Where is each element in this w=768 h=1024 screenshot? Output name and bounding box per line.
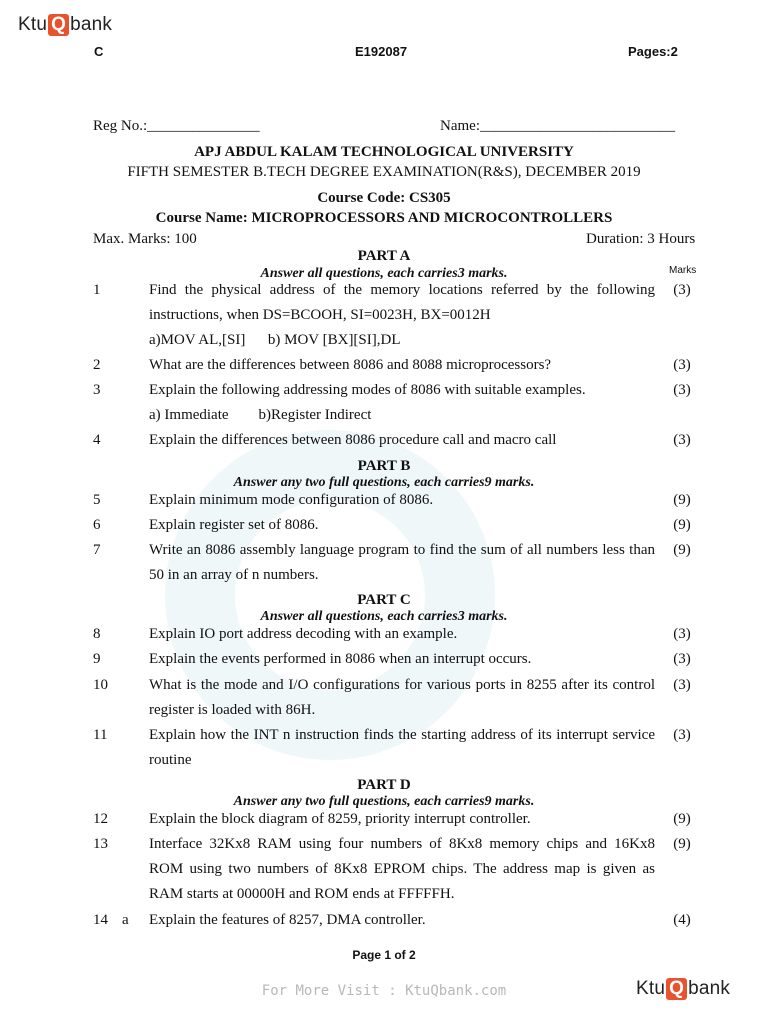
- question-number: 14: [93, 912, 108, 928]
- question-text: What is the mode and I/O configurations for various ports in 8255 after its control register is loaded with 86H.: [149, 677, 655, 718]
- question-text: Explain how the INT n instruction finds the starting address of its interrupt service routine: [149, 727, 655, 768]
- page-number: Page 1 of 2: [352, 948, 416, 962]
- visit-footer-text: For More Visit : KtuQbank.com: [261, 983, 507, 999]
- part-b-instruction: Answer any two full questions, each carries9 marks.: [233, 475, 535, 490]
- question-marks: (3): [673, 626, 691, 642]
- question-marks: (3): [673, 727, 691, 743]
- question-number: 8: [93, 626, 101, 642]
- part-c-heading: PART C: [357, 592, 411, 608]
- university-title: APJ ABDUL KALAM TECHNOLOGICAL UNIVERSITY: [194, 144, 574, 160]
- logo-q-mark: Q: [666, 978, 687, 1000]
- course-name: Course Name: MICROPROCESSORS AND MICROCONTROLLERS: [155, 210, 613, 226]
- question-marks: (9): [673, 811, 691, 827]
- paper-code: E192087: [355, 44, 408, 59]
- ktuqbank-footer-logo: [636, 978, 730, 1000]
- question-number: 2: [93, 357, 101, 373]
- marks-column-label: Marks: [669, 265, 697, 276]
- name-field: Name:__________________________: [440, 118, 675, 134]
- question-number: 10: [93, 677, 108, 693]
- logo-text-ktu: Ktu: [18, 14, 48, 35]
- part-d-instruction: Answer any two full questions, each carries9 marks.: [233, 794, 535, 809]
- question-number: 12: [93, 811, 108, 827]
- question-marks: (3): [673, 382, 691, 398]
- question-text: Find the physical address of the memory locations referred by the following instructions, when DS=BCOOH, SI=0023H, BX=0012H: [149, 282, 655, 323]
- question-marks: (9): [673, 542, 691, 558]
- question-marks: (3): [673, 357, 691, 373]
- paper-series: C: [94, 44, 104, 59]
- logo-q-mark: Q: [48, 14, 69, 36]
- duration: Duration: 3 Hours: [586, 231, 696, 247]
- question-text: Explain the block diagram of 8259, priority interrupt controller.: [149, 811, 531, 827]
- question-text: Explain the events performed in 8086 when an interrupt occurs.: [149, 651, 532, 667]
- logo-text-bank: bank: [688, 978, 731, 999]
- question-text: Explain the features of 8257, DMA controller.: [149, 912, 426, 928]
- part-d-heading: PART D: [357, 777, 411, 793]
- question-marks: (4): [673, 912, 691, 928]
- question-number: 7: [93, 542, 101, 558]
- question-number: 11: [93, 727, 108, 743]
- question-marks: (9): [673, 492, 691, 508]
- part-c-instruction: Answer all questions, each carries3 marks.: [260, 609, 508, 624]
- question-text: Explain the following addressing modes of 8086 with suitable examples.: [149, 382, 586, 398]
- part-a-instruction: Answer all questions, each carries3 marks.: [260, 266, 508, 281]
- question-text: Explain minimum mode configuration of 8086.: [149, 492, 434, 508]
- question-marks: (3): [673, 282, 691, 298]
- question-text: Explain register set of 8086.: [149, 517, 319, 533]
- question-subparts: a)MOV AL,[SI] b) MOV [BX][SI],DL: [149, 332, 401, 348]
- question-marks: (9): [673, 836, 691, 852]
- page-count: Pages:2: [628, 44, 678, 59]
- max-marks: Max. Marks: 100: [93, 231, 197, 247]
- question-marks: (3): [673, 432, 691, 448]
- question-marks: (9): [673, 517, 691, 533]
- question-number: 9: [93, 651, 101, 667]
- question-number: 1: [93, 282, 101, 298]
- question-number: 4: [93, 432, 101, 448]
- question-text: Write an 8086 assembly language program to find the sum of all numbers less than 50 in an array of n numbers.: [149, 542, 655, 583]
- ktuqbank-logo: [18, 14, 112, 36]
- logo-text-ktu: Ktu: [636, 978, 666, 999]
- question-number: 3: [93, 382, 101, 398]
- question-subpart-letter: a: [122, 912, 129, 928]
- reg-no-field: Reg No.:_______________: [93, 118, 260, 134]
- question-text: Interface 32Kx8 RAM using four numbers of 8Kx8 memory chips and 16Kx8 ROM using two numbers of 8Kx8 EPROM chips. The address map is given as RAM starts at 00000H and ROM ends at FFFFFH.: [149, 836, 655, 902]
- question-number: 13: [93, 836, 108, 852]
- course-code: Course Code: CS305: [317, 190, 451, 206]
- logo-text-bank: bank: [70, 14, 113, 35]
- question-subparts: a) Immediate b)Register Indirect: [149, 407, 372, 423]
- question-marks: (3): [673, 677, 691, 693]
- question-text: Explain the differences between 8086 procedure call and macro call: [149, 432, 557, 448]
- part-a-heading: PART A: [357, 248, 411, 264]
- part-b-heading: PART B: [357, 458, 411, 474]
- question-text: What are the differences between 8086 and 8088 microprocessors?: [149, 357, 552, 373]
- question-number: 5: [93, 492, 101, 508]
- exam-title: FIFTH SEMESTER B.TECH DEGREE EXAMINATION(R&S), DECEMBER 2019: [127, 164, 641, 180]
- question-marks: (3): [673, 651, 691, 667]
- question-text: Explain IO port address decoding with an example.: [149, 626, 458, 642]
- question-number: 6: [93, 517, 101, 533]
